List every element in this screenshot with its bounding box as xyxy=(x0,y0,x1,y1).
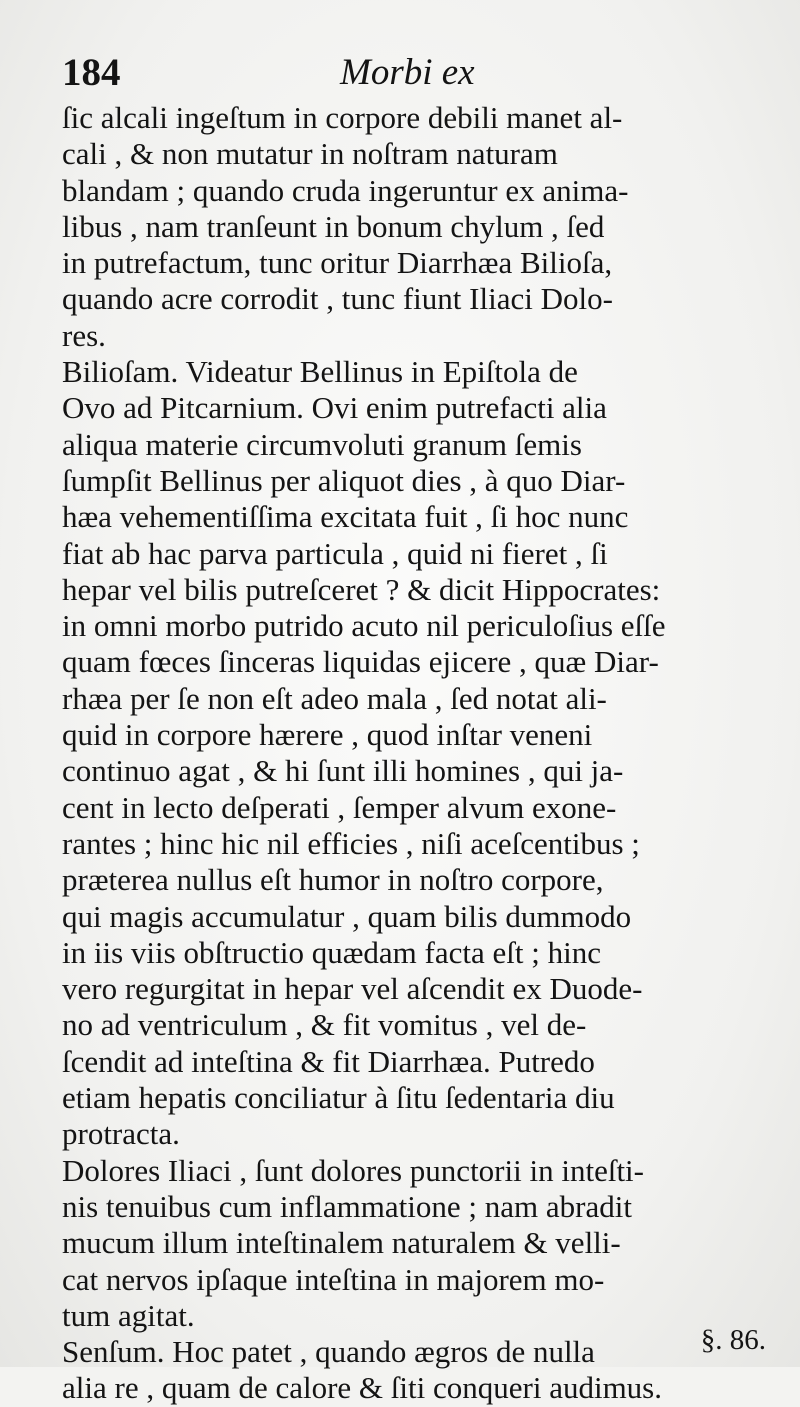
text-line: libus , nam tranſeunt in bonum chylum , ſed xyxy=(62,208,605,244)
text-line: rantes ; hinc hic nil efficies , niſi aceſcentibus ; xyxy=(62,825,640,861)
text-line: blandam ; quando cruda ingeruntur ex anima- xyxy=(62,172,629,208)
text-line: Ovo ad Pitcarnium. Ovi enim putrefacti alia xyxy=(62,390,607,426)
text-line: qui magis accumulatur , quam bilis dummodo xyxy=(62,898,632,934)
body-text xyxy=(62,100,762,1407)
text-line: continuo agat , & hi ſunt illi homines , qui ja- xyxy=(62,753,624,789)
catchword: §. 86. xyxy=(700,1324,766,1356)
text-line: no ad ventriculum , & fit vomitus , vel de- xyxy=(62,1007,587,1043)
text-line: quid in corpore hærere , quod inſtar veneni xyxy=(62,717,593,753)
text-line: protracta. xyxy=(62,1116,180,1152)
text-line: ſcendit ad inteſtina & fit Diarrhæa. Putredo xyxy=(62,1043,595,1079)
text-line: rhæa per ſe non eſt adeo mala , ſed notat ali- xyxy=(62,680,607,716)
text-line: tum agitat. xyxy=(62,1297,195,1333)
text-line: præterea nullus eſt humor in noſtro corpore, xyxy=(62,862,604,898)
text-line: fiat ab hac parva particula , quid ni fieret , ſi xyxy=(62,535,608,571)
text-line: in iis viis obſtructio quædam facta eſt ; hinc xyxy=(62,934,601,970)
text-line: mucum illum inteſtinalem naturalem & velli- xyxy=(62,1225,621,1261)
text-line: hæa vehementiſſima excitata fuit , ſi hoc nunc xyxy=(62,499,629,535)
text-line: cat nervos ipſaque inteſtina in majorem mo- xyxy=(62,1261,605,1297)
text-line: aliqua materie circumvoluti granum ſemis xyxy=(62,426,582,462)
running-head: Morbi ex xyxy=(340,52,475,93)
text-line: ſic alcali ingeſtum in corpore debili manet al- xyxy=(62,100,623,135)
text-line: cent in lecto deſperati , ſemper alvum exone- xyxy=(62,789,617,825)
text-line: Bilioſam. Videatur Bellinus in Epiſtola de xyxy=(62,354,578,390)
text-line: Dolores Iliaci , ſunt dolores punctorii in inteſti- xyxy=(62,1152,644,1188)
text-line: etiam hepatis conciliatur à ſitu ſedentaria diu xyxy=(62,1080,615,1116)
text-line: hepar vel bilis putreſceret ? & dicit Hippocrates: xyxy=(62,571,661,607)
text-line: alia re , quam de calore & ſiti conqueri audimus. xyxy=(62,1370,662,1406)
text-line: in putrefactum, tunc oritur Diarrhæa Bilioſa, xyxy=(62,245,613,281)
text-line: Senſum. Hoc patet , quando ægros de nulla xyxy=(62,1334,595,1370)
text-line: quando acre corrodit , tunc fiunt Iliaci Dolo- xyxy=(62,281,613,317)
text-line: nis tenuibus cum inflammatione ; nam abradit xyxy=(62,1188,632,1224)
text-line: in omni morbo putrido acuto nil periculoſius eſſe xyxy=(62,608,666,644)
page-number: 184 xyxy=(62,51,121,94)
text-line: quam fœces ſinceras liquidas ejicere , quæ Diar- xyxy=(62,644,659,680)
text-line: res. xyxy=(62,317,106,353)
text-line: cali , & non mutatur in noſtram naturam xyxy=(62,136,558,172)
page-header xyxy=(62,46,752,100)
text-line: vero regurgitat in hepar vel aſcendit ex Duode- xyxy=(62,971,643,1007)
text-line: ſumpſit Bellinus per aliquot dies , à quo Diar- xyxy=(62,462,626,498)
